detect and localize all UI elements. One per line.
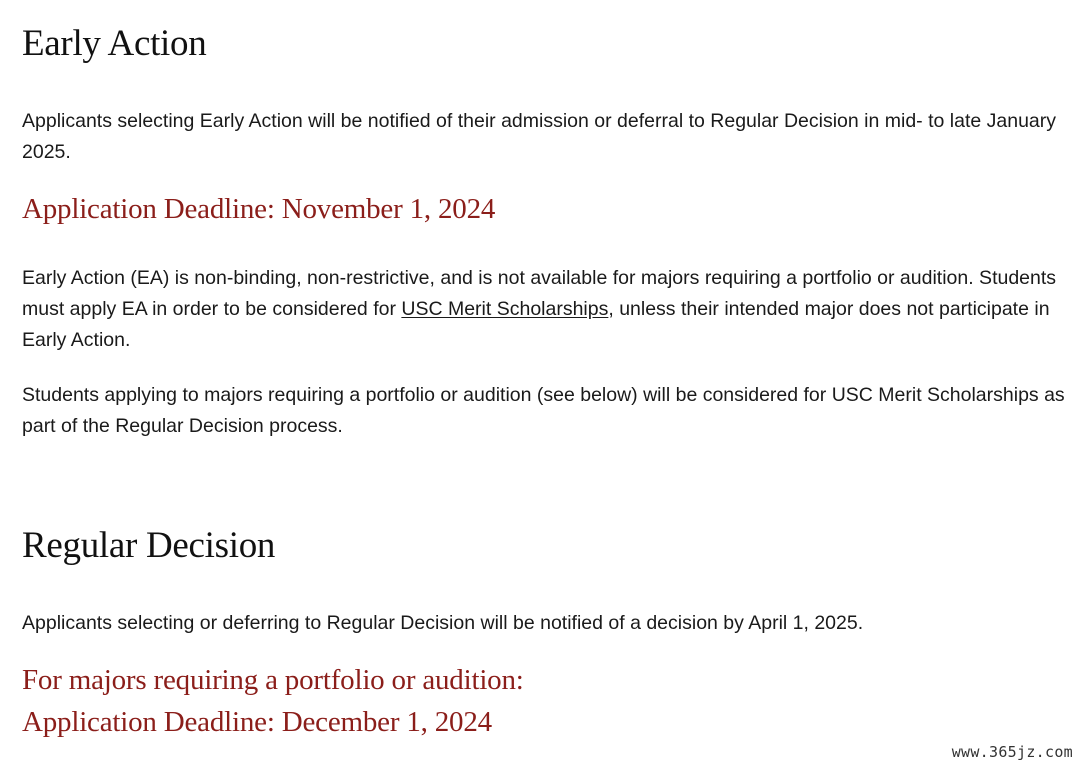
early-action-notification-text: Applicants selecting Early Action will be notified of their admission or deferral to Regular Decision in mid- to late January 2025. <box>22 110 1057 163</box>
early-action-heading: Early Action <box>22 23 207 64</box>
regular-decision-deadline: Application Deadline: December 1, 2024 <box>22 706 492 738</box>
usc-merit-scholarships-link[interactable]: USC Merit Scholarships <box>401 298 609 320</box>
early-action-description-part2: , unless their intended major does not participate in Early Action. <box>22 298 1050 351</box>
regular-decision-notification-text: Applicants selecting or deferring to Regular Decision will be notified of a decision by April 1, 2025. <box>22 612 864 634</box>
regular-decision-heading: Regular Decision <box>22 525 276 566</box>
early-action-deadline: Application Deadline: November 1, 2024 <box>22 193 496 225</box>
site-watermark: www.365jz.com <box>951 743 1073 761</box>
early-action-description-part1: Early Action (EA) is non-binding, non-restrictive, and is not available for majors requiring a portfolio or audition. Students must apply EA in order to be considered for <box>22 267 1057 320</box>
early-action-description <box>22 263 1072 356</box>
regular-decision-portfolio-deadline-block <box>22 659 524 743</box>
portfolio-merit-note: Students applying to majors requiring a portfolio or audition (see below) will be considered for USC Merit Scholarships as part of the Regular Decision process. <box>22 384 1065 437</box>
portfolio-majors-label: For majors requiring a portfolio or audition: <box>22 664 524 696</box>
